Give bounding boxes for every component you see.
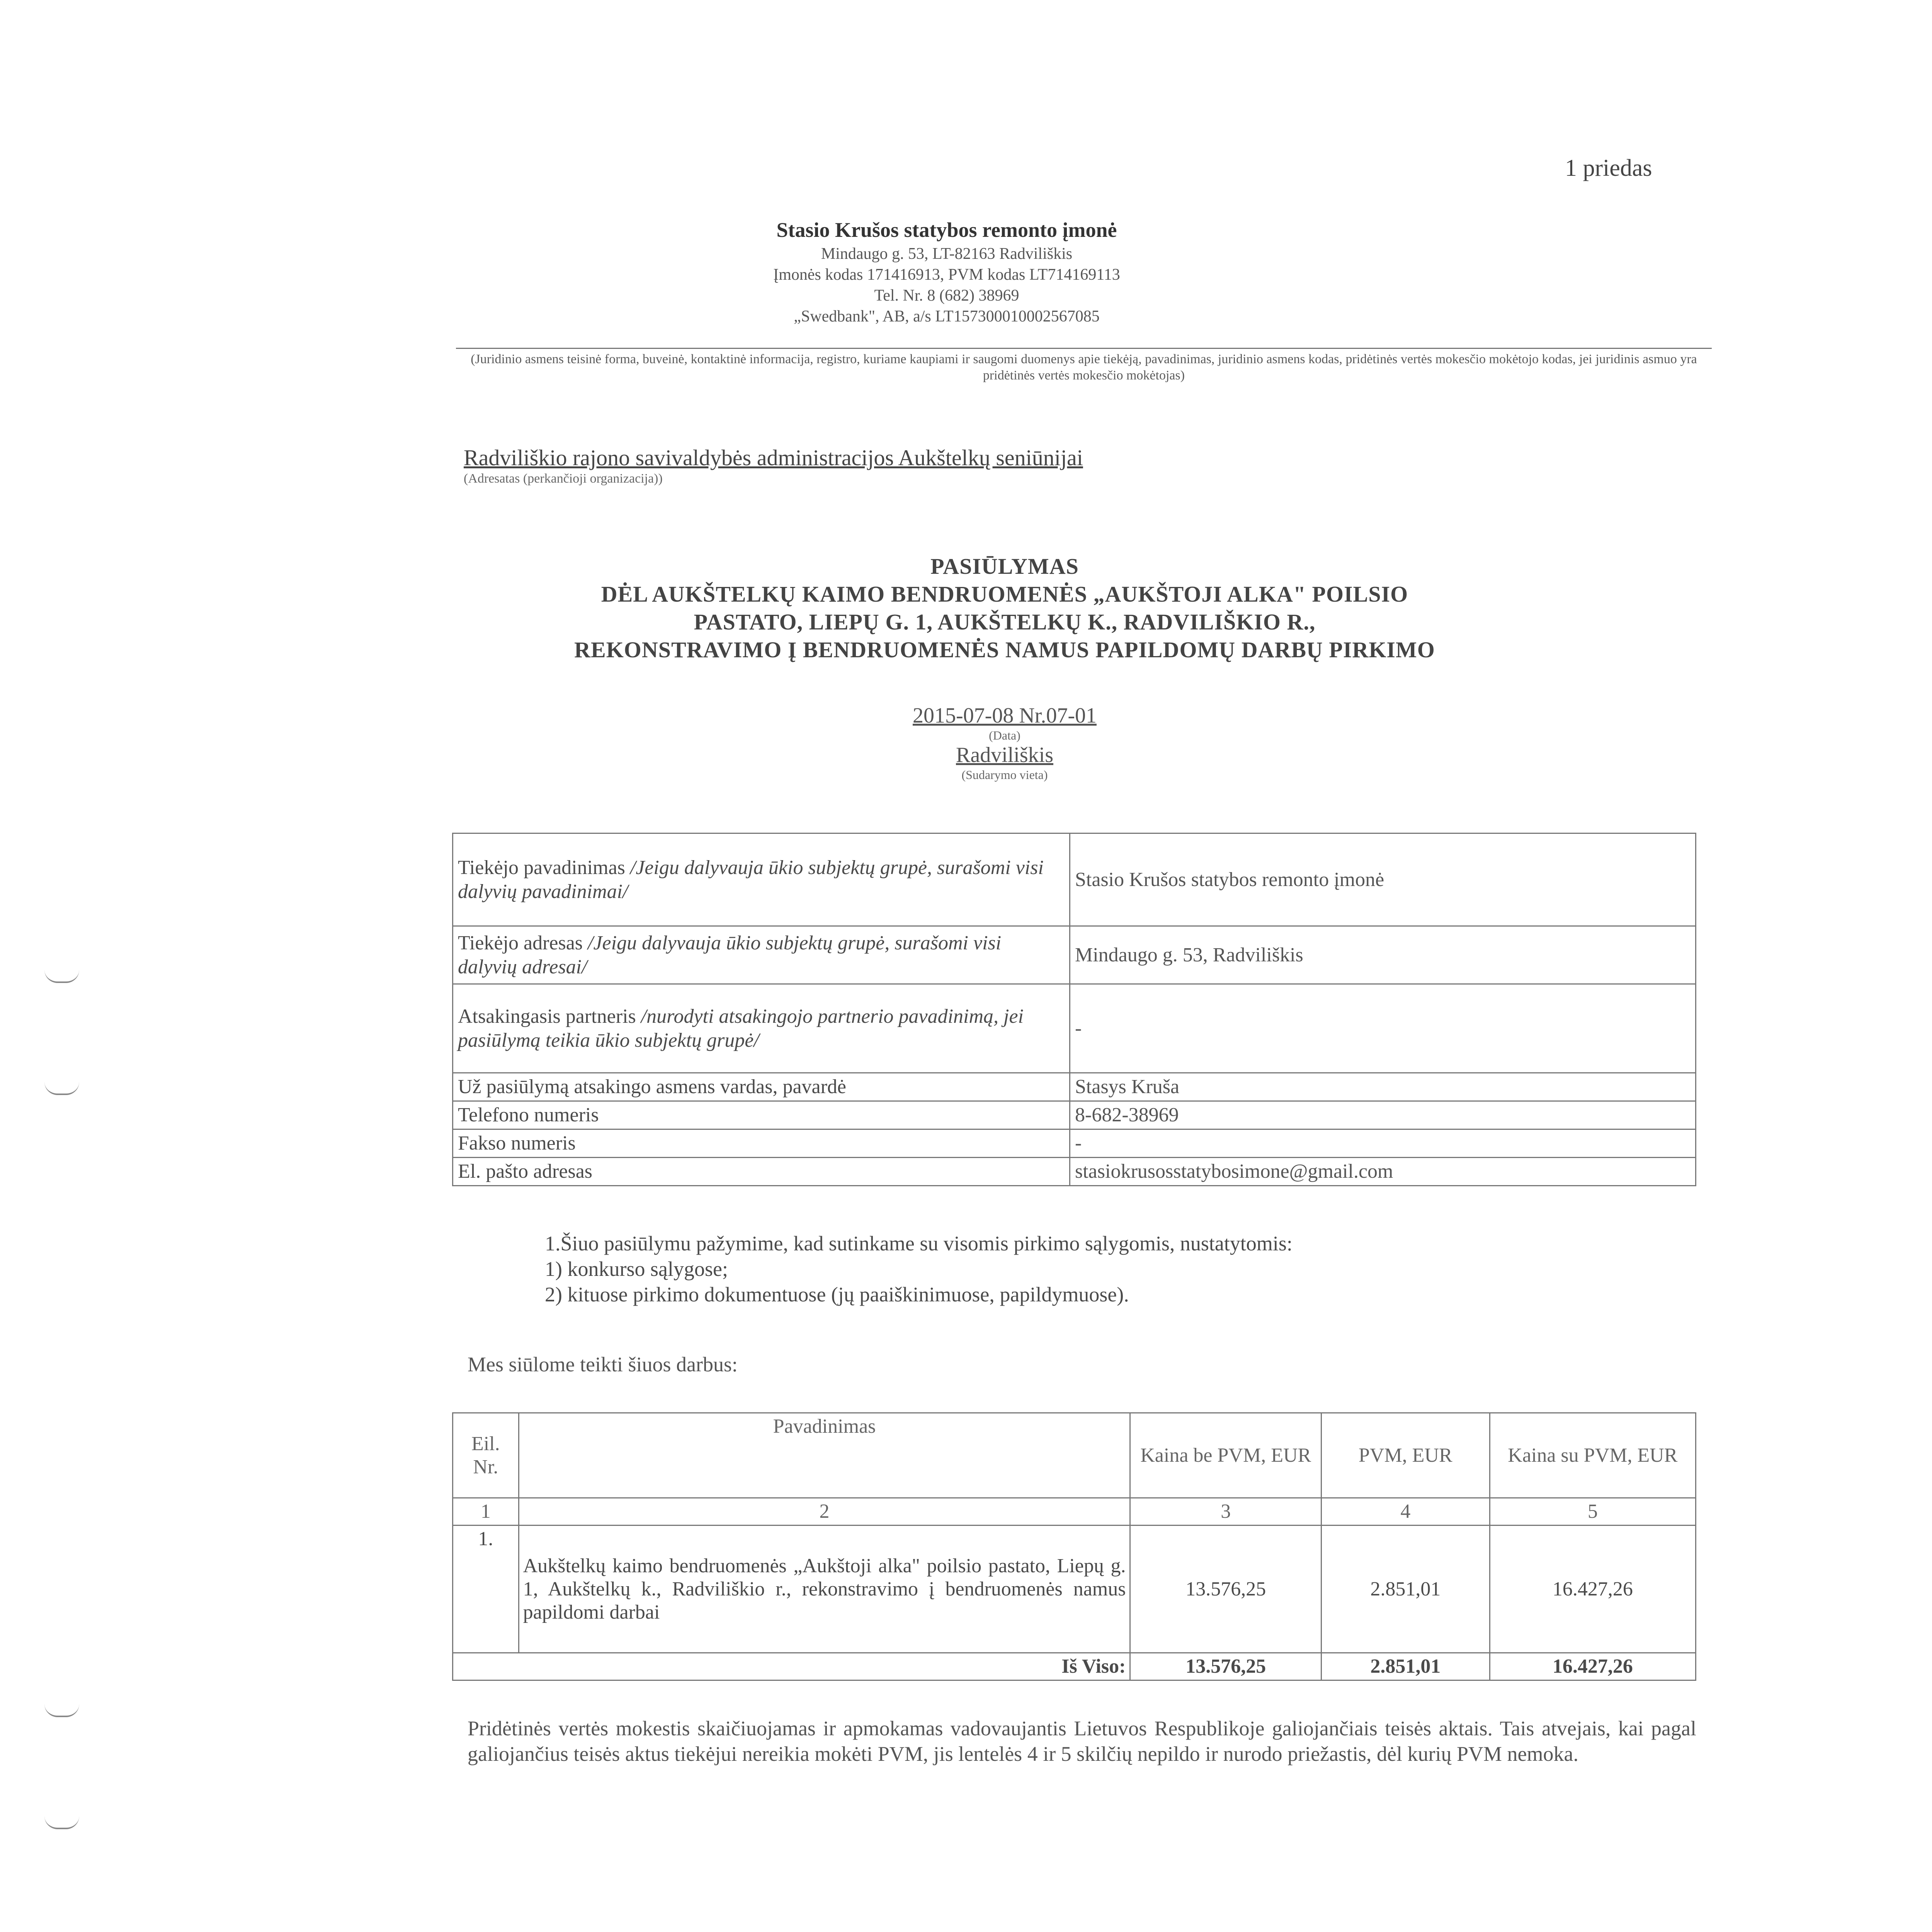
title-line-2: DĖL AUKŠTELKŲ KAIMO BENDRUOMENĖS „AUKŠTOJI ALKA" POILSIO	[601, 582, 1408, 607]
supplier-value: Mindaugo g. 53, Radviliškis	[1070, 926, 1696, 984]
supplier-label	[453, 833, 1070, 926]
binder-hole	[44, 970, 79, 983]
table-row	[453, 1101, 1696, 1129]
table-row	[453, 984, 1696, 1073]
row-vat: 2.851,01	[1321, 1526, 1490, 1653]
supplier-label	[453, 984, 1070, 1073]
supplier-value: -	[1070, 984, 1696, 1073]
binder-hole	[44, 1816, 79, 1829]
supplier-value: -	[1070, 1129, 1696, 1158]
label-note: /nurodyti atsakingojo partnerio pavadinimą, jei pasiūlymą teikia ūkio subjektų grupė/	[458, 1005, 1024, 1051]
annex-label: 1 priedas	[1565, 155, 1652, 181]
date-place-block	[773, 703, 1236, 782]
row-name: Aukštelkų kaimo bendruomenės „Aukštoji alka" poilsio pastato, Liepų g. 1, Aukštelkų k., Radviliškio r., rekonstravimo į bendruomenės namus papildomi darbai	[519, 1526, 1130, 1653]
table-row	[453, 1526, 1696, 1653]
supplier-value: Stasys Kruša	[1070, 1073, 1696, 1101]
title-line-4: REKONSTRAVIMO Į BENDRUOMENĖS NAMUS PAPILDOMŲ DARBŲ PIRKIMO	[574, 637, 1435, 662]
supplier-label: Fakso numeris	[453, 1129, 1070, 1158]
addressee-name: Radviliškio rajono savivaldybės administracijos Aukštelkų seniūnijai	[464, 445, 1083, 470]
binder-hole	[44, 1082, 79, 1095]
row-net: 13.576,25	[1130, 1526, 1321, 1653]
offer-intro: Mes siūlome teikti šiuos darbus:	[468, 1353, 738, 1376]
total-row	[453, 1653, 1696, 1680]
declaration-block	[545, 1231, 1293, 1307]
total-net: 13.576,25	[1130, 1653, 1321, 1680]
table-row	[453, 926, 1696, 984]
col-header-name: Pavadinimas	[519, 1413, 1130, 1498]
company-phone: Tel. Nr. 8 (682) 38969	[874, 287, 1019, 304]
table-row	[453, 833, 1696, 926]
label-main: Atsakingasis partneris	[458, 1005, 641, 1027]
declaration-line-3: 2) kituose pirkimo dokumentuose (jų paaiškinimuose, papildymuose).	[545, 1283, 1129, 1306]
label-note: /Jeigu dalyvauja ūkio subjektų grupė, surašomi visi dalyvių adresai/	[458, 932, 1002, 978]
addressee-block	[464, 444, 1083, 486]
document-date: 2015-07-08 Nr.07-01	[913, 704, 1097, 728]
label-note: /Jeigu dalyvauja ūkio subjektų grupė, surašomi visi dalyvių pavadinimai/	[458, 856, 1044, 903]
row-gross: 16.427,26	[1490, 1526, 1696, 1653]
title-line-1: PASIŪLYMAS	[930, 554, 1079, 579]
label-main: Tiekėjo adresas	[458, 932, 588, 954]
supplier-label: El. pašto adresas	[453, 1158, 1070, 1186]
document-place: Radviliškis	[956, 743, 1054, 767]
supplier-label	[453, 926, 1070, 984]
title-line-3: PASTATO, LIEPŲ G. 1, AUKŠTELKŲ K., RADVILIŠKIO R.,	[694, 609, 1316, 634]
total-label: Iš Viso:	[453, 1653, 1130, 1680]
col-number: 4	[1321, 1498, 1490, 1526]
table-row	[453, 1129, 1696, 1158]
total-vat: 2.851,01	[1321, 1653, 1490, 1680]
declaration-line-1: 1.Šiuo pasiūlymu pažymime, kad sutinkame su visomis pirkimo sąlygomis, nustatytomis:	[545, 1232, 1293, 1255]
supplier-info-table	[452, 833, 1696, 1186]
row-nr: 1.	[453, 1526, 519, 1653]
document-title	[425, 553, 1584, 664]
company-bank: „Swedbank", AB, a/s LT157300010002567085	[794, 308, 1100, 325]
column-number-row	[453, 1498, 1696, 1526]
supplier-label: Už pasiūlymą atsakingo asmens vardas, pavardė	[453, 1073, 1070, 1101]
col-header-vat: PVM, EUR	[1321, 1413, 1490, 1498]
col-number: 5	[1490, 1498, 1696, 1526]
date-note: (Data)	[989, 728, 1020, 742]
table-row	[453, 1158, 1696, 1186]
total-gross: 16.427,26	[1490, 1653, 1696, 1680]
binder-hole	[44, 1704, 79, 1717]
table-row	[453, 1073, 1696, 1101]
supplier-label: Telefono numeris	[453, 1101, 1070, 1129]
col-number: 1	[453, 1498, 519, 1526]
col-number: 3	[1130, 1498, 1321, 1526]
company-header	[406, 216, 1488, 327]
company-name: Stasio Krušos statybos remonto įmonė	[776, 218, 1117, 242]
table-header-row	[453, 1413, 1696, 1498]
addressee-note: (Adresatas (perkančioji organizacija))	[464, 471, 663, 486]
company-address: Mindaugo g. 53, LT-82163 Radviliškis	[821, 245, 1073, 263]
label-main: Tiekėjo pavadinimas	[458, 856, 630, 879]
supplier-value: Stasio Krušos statybos remonto įmonė	[1070, 833, 1696, 926]
vat-note: Pridėtinės vertės mokestis skaičiuojamas ir apmokamas vadovaujantis Lietuvos Respublikoje galiojančiais teisės aktais. Tais atvejais, kai pagal galiojančius teisės aktus tiekėjui nereikia mokėti PVM, jis lentelės 4 ir 5 skilčių nepildo ir nurodo priežastis, dėl kurių PVM nemoka.	[468, 1717, 1696, 1765]
col-number: 2	[519, 1498, 1130, 1526]
supplier-value: stasiokrusosstatybosimone@gmail.com	[1070, 1158, 1696, 1186]
col-header-net: Kaina be PVM, EUR	[1130, 1413, 1321, 1498]
col-header-gross: Kaina su PVM, EUR	[1490, 1413, 1696, 1498]
works-table	[452, 1412, 1696, 1681]
col-header-nr: Eil. Nr.	[453, 1413, 519, 1498]
declaration-line-2: 1) konkurso sąlygose;	[545, 1257, 728, 1281]
place-note: (Sudarymo vieta)	[961, 768, 1048, 782]
company-codes: Įmonės kodas 171416913, PVM kodas LT714169113	[773, 266, 1120, 284]
legal-form-note: (Juridinio asmens teisinė forma, buveinė, kontaktinė informacija, registro, kuriame kaupiami ir saugomi duomenys apie tiekėją, pavadinimas, juridinio asmens kodas, pridėtinės vertės mokesčio mokėtojo kodas, jei juridinis asmuo yra pridėtinės vertės mokesčio mokėtojas)	[456, 348, 1712, 384]
supplier-value: 8-682-38969	[1070, 1101, 1696, 1129]
